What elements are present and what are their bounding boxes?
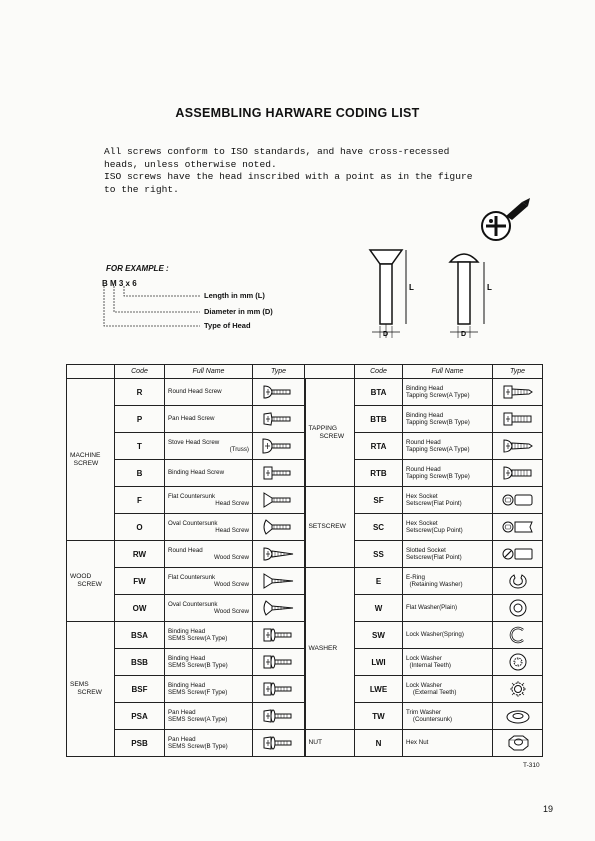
type-cell <box>253 568 305 595</box>
type-cell <box>253 379 305 406</box>
name-cell: Hex Socket Setscrew(Cup Point) <box>403 514 493 541</box>
code-cell: OW <box>115 595 165 622</box>
code-cell: RTA <box>355 433 403 460</box>
name-cell: E-Ring (Retaining Washer) <box>403 568 493 595</box>
type-cell <box>493 676 543 703</box>
iso-point-head-icon <box>478 196 538 246</box>
round-tapping-screw-icon <box>501 437 535 455</box>
type-cell <box>253 595 305 622</box>
name-cell: Round Head Wood Screw <box>165 541 253 568</box>
name-cell: Binding Head Tapping Screw(B Type) <box>403 406 493 433</box>
intro-line: All screws conform to ISO standards, and have cross-recessed <box>104 146 450 157</box>
header-full-name: Full Name <box>403 365 493 379</box>
intro-line: ISO screws have the head inscribed with a point as in the figure <box>104 171 473 183</box>
group-sems-screw: SEMS SCREW <box>67 622 115 757</box>
code-cell: BTA <box>355 379 403 406</box>
intro-line: heads, unless otherwise noted. <box>104 158 277 170</box>
external-teeth-lock-washer-icon <box>501 680 535 698</box>
sems-screw-f-icon <box>261 680 295 698</box>
code-cell: PSB <box>115 730 165 757</box>
name-cell: Stove Head Screw (Truss) <box>165 433 253 460</box>
name-cell: Hex Nut <box>403 730 493 757</box>
code-cell: SF <box>355 487 403 514</box>
dim-l-label: L <box>487 283 492 292</box>
name-cell: Binding Head SEMS Screw(F Type) <box>165 676 253 703</box>
code-cell: BSB <box>115 649 165 676</box>
code-cell: FW <box>115 568 165 595</box>
flat-wood-screw-icon <box>261 572 295 590</box>
code-cell: O <box>115 514 165 541</box>
binding-tapping-screw-icon <box>501 383 535 401</box>
table-row <box>67 487 543 514</box>
type-cell <box>493 595 543 622</box>
type-cell <box>253 514 305 541</box>
flat-countersunk-screw-icon <box>261 491 295 509</box>
hardware-code-table <box>66 364 543 757</box>
code-cell: R <box>115 379 165 406</box>
type-cell <box>493 460 543 487</box>
group-washer: WASHER <box>305 568 355 730</box>
pan-head-screw-icon <box>261 410 295 428</box>
group-tapping-screw: TAPPING SCREW <box>305 379 355 487</box>
page-number: 19 <box>543 804 554 814</box>
group-wood-screw: WOOD SCREW <box>67 541 115 622</box>
example-label: FOR EXAMPLE : <box>106 264 169 273</box>
type-cell <box>493 487 543 514</box>
type-cell <box>253 433 305 460</box>
dim-d-label: D <box>383 331 389 338</box>
intro-text <box>104 146 504 196</box>
type-cell <box>493 649 543 676</box>
name-cell: Oval Countersunk Head Screw <box>165 514 253 541</box>
intro-line: to the right. <box>104 183 179 195</box>
hex-socket-flat-setscrew-icon <box>501 491 535 509</box>
group-machine-screw: MACHINE SCREW <box>67 379 115 541</box>
code-cell: F <box>115 487 165 514</box>
name-cell: Trim Washer (Countersunk) <box>403 703 493 730</box>
name-cell: Binding Head SEMS Screw(A Type) <box>165 622 253 649</box>
header-type: Type <box>493 365 543 379</box>
oval-countersunk-screw-icon <box>261 518 295 536</box>
dim-l-label: L <box>409 283 414 292</box>
pan-sems-screw-a-icon <box>261 707 295 725</box>
code-cell: B <box>115 460 165 487</box>
binding-tapping-screw-b-icon <box>501 410 535 428</box>
type-cell <box>493 730 543 757</box>
code-cell: P <box>115 406 165 433</box>
sems-screw-b-icon <box>261 653 295 671</box>
code-cell: SW <box>355 622 403 649</box>
code-cell: RW <box>115 541 165 568</box>
code-cell: LWE <box>355 676 403 703</box>
type-cell <box>253 703 305 730</box>
stove-head-screw-icon <box>261 437 295 455</box>
pan-sems-screw-b-icon <box>261 734 295 752</box>
group-setscrew: SETSCREW <box>305 487 355 568</box>
type-cell <box>493 433 543 460</box>
name-cell: Round Head Tapping Screw(A Type) <box>403 433 493 460</box>
code-cell: BTB <box>355 406 403 433</box>
type-cell <box>253 460 305 487</box>
document-code: T-310 <box>523 762 540 769</box>
name-cell: Binding Head Tapping Screw(A Type) <box>403 379 493 406</box>
e-ring-icon <box>501 572 535 590</box>
type-cell <box>493 379 543 406</box>
name-cell: Flat Countersunk Head Screw <box>165 487 253 514</box>
name-cell: Pan Head SEMS Screw(B Type) <box>165 730 253 757</box>
header-code: Code <box>355 365 403 379</box>
dim-d-label: D <box>461 331 467 338</box>
example-type: Type of Head <box>204 321 251 330</box>
code-cell: N <box>355 730 403 757</box>
header-code: Code <box>115 365 165 379</box>
type-cell <box>493 622 543 649</box>
example-diameter: Diameter in mm (D) <box>204 307 273 316</box>
code-cell: E <box>355 568 403 595</box>
oval-wood-screw-icon <box>261 599 295 617</box>
code-cell: BSF <box>115 676 165 703</box>
name-cell: Hex Socket Setscrew(Flat Point) <box>403 487 493 514</box>
round-wood-screw-icon <box>261 545 295 563</box>
group-nut: NUT <box>305 730 355 757</box>
name-cell: Binding Head SEMS Screw(B Type) <box>165 649 253 676</box>
type-cell <box>493 514 543 541</box>
name-cell: Pan Head Screw <box>165 406 253 433</box>
name-cell: Lock Washer (Internal Teeth) <box>403 649 493 676</box>
header-group <box>67 365 115 379</box>
name-cell: Binding Head Screw <box>165 460 253 487</box>
name-cell: Round Head Screw <box>165 379 253 406</box>
code-cell: SS <box>355 541 403 568</box>
code-cell: TW <box>355 703 403 730</box>
name-cell: Lock Washer (External Teeth) <box>403 676 493 703</box>
header-group <box>305 365 355 379</box>
spring-lock-washer-icon <box>501 626 535 644</box>
table-row <box>67 568 543 595</box>
screw-dimension-figure <box>364 248 514 348</box>
code-cell: W <box>355 595 403 622</box>
code-cell: BSA <box>115 622 165 649</box>
hex-socket-cup-setscrew-icon <box>501 518 535 536</box>
name-cell: Lock Washer(Spring) <box>403 622 493 649</box>
example-leader-lines <box>100 284 220 334</box>
name-cell: Flat Countersunk Wood Screw <box>165 568 253 595</box>
flat-washer-icon <box>501 599 535 617</box>
header-full-name: Full Name <box>165 365 253 379</box>
table-row <box>67 730 543 757</box>
sems-screw-a-icon <box>261 626 295 644</box>
code-cell: LWI <box>355 649 403 676</box>
example-code: B M 3 x 6 <box>102 279 137 288</box>
name-cell: Slotted Socket Setscrew(Flat Point) <box>403 541 493 568</box>
type-cell <box>253 487 305 514</box>
hex-nut-icon <box>501 734 535 752</box>
slotted-socket-setscrew-icon <box>501 545 535 563</box>
type-cell <box>253 676 305 703</box>
header-type: Type <box>253 365 305 379</box>
type-cell <box>253 541 305 568</box>
type-cell <box>493 406 543 433</box>
name-cell: Pan Head SEMS Screw(A Type) <box>165 703 253 730</box>
round-tapping-screw-b-icon <box>501 464 535 482</box>
table-header-row <box>67 365 543 379</box>
binding-head-screw-icon <box>261 464 295 482</box>
name-cell: Oval Countersunk Wood Screw <box>165 595 253 622</box>
internal-teeth-lock-washer-icon <box>501 653 535 671</box>
trim-washer-icon <box>501 707 535 725</box>
type-cell <box>493 703 543 730</box>
code-cell: SC <box>355 514 403 541</box>
type-cell <box>253 622 305 649</box>
name-cell: Flat Washer(Plain) <box>403 595 493 622</box>
type-cell <box>253 406 305 433</box>
type-cell <box>253 649 305 676</box>
type-cell <box>493 541 543 568</box>
type-cell <box>493 568 543 595</box>
code-cell: T <box>115 433 165 460</box>
name-cell: Round Head Tapping Screw(B Type) <box>403 460 493 487</box>
code-cell: RTB <box>355 460 403 487</box>
type-cell <box>253 730 305 757</box>
example-length: Length in mm (L) <box>204 291 265 300</box>
page-title: ASSEMBLING HARWARE CODING LIST <box>175 106 420 120</box>
round-head-screw-icon <box>261 383 295 401</box>
table-row <box>67 379 543 406</box>
code-cell: PSA <box>115 703 165 730</box>
